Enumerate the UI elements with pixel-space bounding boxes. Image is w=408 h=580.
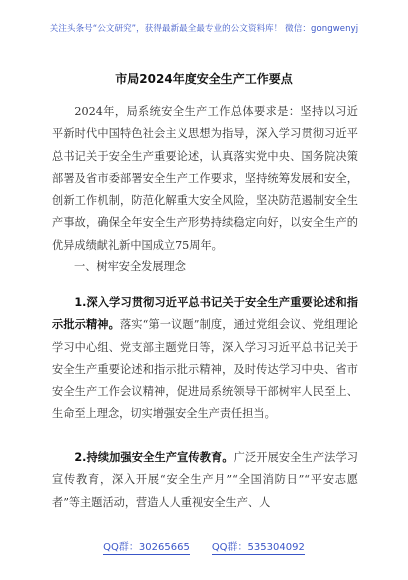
section-heading-one: 一、树牢安全发展理念 [74, 260, 186, 273]
intro-paragraph: 2024年，局系统安全生产工作总体要求是：坚持以习近平新时代中国特色社会主义思想为指导，深入学习贯彻习近平总书记关于安全生产重要论述，认真落实党中央、国务院决策部署及省市委部署安全生产工作要求，坚持统筹发展和安全，创新工作机制，防范化解重大安全风险，坚决防范遏制安全生产事故，确保全年安全生产形势持续稳定向好，以安全生产的优异成绩献礼新中国成立75周年。 [52, 105, 358, 252]
item-two-body: 广泛开展安全生产法学习宣传教育，深入开展“安全生产月”“全国消防日”“平安志愿者”等主题活动，营造人人重视安全生产、人 [52, 451, 358, 509]
header-banner: 关注头条号“公文研究”，获得最新最全最专业的公文资料库！ 微信：gongwenyj [49, 24, 359, 34]
item-one-lead: 1.深入学习贯彻习近平总书记关于安全生产重要论述和指示批示精神。 [52, 296, 358, 332]
footer-qq-group-1[interactable]: QQ群：30265665 [103, 538, 190, 555]
footer-bar [0, 538, 408, 555]
footer-qq-group-2[interactable]: QQ群：535304092 [212, 538, 305, 555]
item-two-lead: 2.持续加强安全生产宣传教育。 [74, 451, 234, 464]
item-two-paragraph [52, 447, 358, 514]
item-one-paragraph [52, 292, 358, 426]
document-title: 市局2024年度安全生产工作要点 [115, 72, 293, 86]
item-one-body: 落实“第一议题”制度，通过党组会议、党组理论学习中心组、党支部主题党日等，深入学习习近平总书记关于安全生产重要论述和指示批示精神，及时传达学习中央、省市安全生产工作会议精神，促进局系统领导干部树牢人民至上、生命至上理念，切实增强安全生产责任担当。 [52, 318, 358, 421]
